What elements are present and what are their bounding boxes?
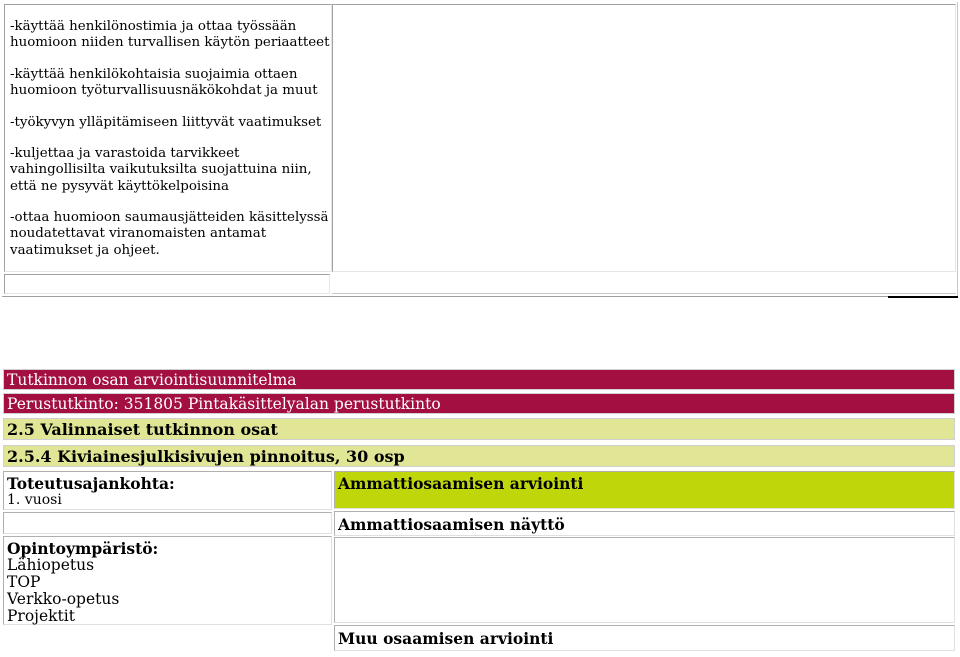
plan-title: Tutkinnon osan arviointisuunnitelma: [3, 369, 955, 390]
environment-item: Projektit: [7, 607, 75, 625]
timing-label: Toteutusajankohta:: [7, 474, 175, 493]
table-border: [957, 2, 958, 297]
assessment-plan-table: [3, 369, 958, 657]
environment-item: Verkko-opetus: [7, 590, 120, 608]
bullet-item: -työkyvyn ylläpitämiseen liittyvät vaatimukset: [10, 114, 322, 130]
bullet-item: -kuljettaa ja varastoida tarvikkeet vahingollisilta vaikutuksilta suojattuina niin, että ne pysyvät käyttökelpoisina: [10, 146, 312, 194]
top-left-cell: [4, 4, 332, 272]
empty-cell: [4, 274, 330, 294]
empty-cell: [3, 512, 332, 534]
environment-item: TOP: [7, 573, 41, 591]
table-border: [2, 296, 958, 297]
module-row: 2.5 Valinnaiset tutkinnon osat: [3, 418, 955, 440]
bullet-item: -ottaa huomioon saumausjätteiden käsittelyssä noudatettavat viranomaisten antamat vaatimukset ja ohjeet.: [10, 210, 329, 258]
competence-assessment-header: Ammattiosaamisen arviointi: [334, 471, 955, 509]
bullet-item: -käyttää henkilökohtaisia suojaimia ottaen huomioon työturvallisuusnäkökohdat ja muut: [10, 66, 318, 98]
timing-cell: [3, 471, 332, 510]
timing-value: 1. vuosi: [7, 492, 62, 508]
environment-item: Lähiopetus: [7, 556, 95, 574]
divider: [888, 296, 958, 298]
empty-cell: [334, 537, 955, 623]
empty-cell: [332, 274, 956, 294]
degree-row: Perustutkinto: 351805 Pintakäsittelyalan perustutkinto: [3, 393, 955, 414]
environment-cell: [3, 536, 332, 625]
environment-label: Opintoympäristö:: [7, 539, 159, 558]
competence-demo-header: Ammattiosaamisen näyttö: [334, 511, 955, 536]
unit-row: 2.5.4 Kiviainesjulkisivujen pinnoitus, 30 osp: [3, 445, 955, 467]
bullet-item: -käyttää henkilönostimia ja ottaa työssään huomioon niiden turvallisen käytön periaatteet: [10, 19, 330, 51]
other-assessment-header: Muu osaamisen arviointi: [334, 625, 955, 651]
top-right-cell: [332, 4, 956, 272]
